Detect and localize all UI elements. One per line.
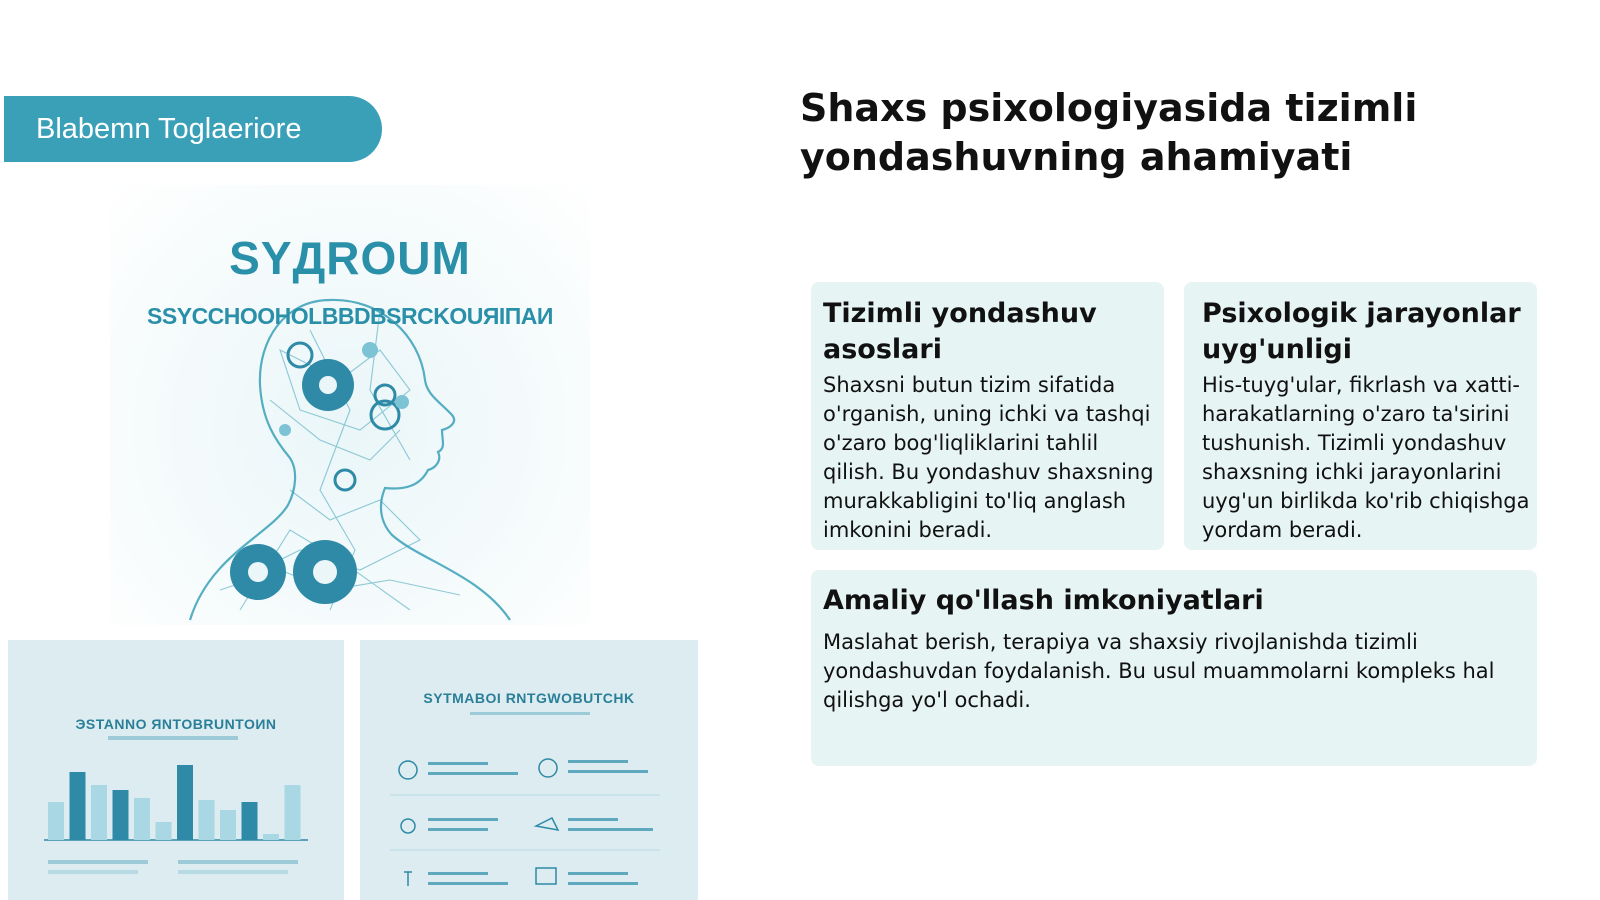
illustration xyxy=(0,0,710,900)
panel-bar xyxy=(199,800,215,840)
panel-bar xyxy=(285,785,301,840)
card-text: Shaxsni butun tizim sifatida o'rganish, uning ichki va tashqi o'zaro bog'liqliklarini tahlil qilish. Bu yondashuv shaxsning murakkabligini to'liq anglash imkonini beradi. xyxy=(823,373,1154,542)
head-network-icon xyxy=(180,290,520,625)
panel-left-title: ЭSTANNO ЯNTOBRUNTOИN xyxy=(75,716,277,732)
panel-bar xyxy=(113,790,129,840)
chart-panel-left xyxy=(8,640,344,900)
panel-bar-chart xyxy=(8,640,344,900)
list-item-icon xyxy=(404,872,412,886)
panel-bar xyxy=(70,772,86,840)
panel-bar xyxy=(242,802,258,840)
list-item-icon xyxy=(399,761,417,779)
panel-left-text-line xyxy=(48,860,148,864)
card-text: Maslahat berish, terapiya va shaxsiy rivojlanishda tizimli yondashuvdan foydalanish. Bu usul muammolarni kompleks hal qilishga yo'l ochadi. xyxy=(823,630,1495,712)
panel-bar xyxy=(91,785,107,840)
diagram-panel-right xyxy=(360,640,698,900)
card-text: His-tuyg'ular, fikrlash va xatti-harakatlarning o'zaro ta'sirini tushunish. Tizimli yondashuv shaxsning ichki jarayonlarini uyg'un birlikda ko'rib chiqishga yordam beradi. xyxy=(1202,373,1530,542)
panel-bar xyxy=(134,798,150,840)
list-item-icon xyxy=(401,819,415,833)
panel-left-text-line xyxy=(178,870,288,874)
panel-right-title: SYTMABOI RNTGWOBUTCHK xyxy=(423,690,635,706)
panel-bar xyxy=(177,765,193,840)
poster xyxy=(110,185,590,625)
panel-list-diagram xyxy=(360,640,698,900)
panel-bar xyxy=(220,810,236,840)
panel-bar xyxy=(263,834,279,840)
slide-title: Shaxs psixologiyasida tizimli yondashuvning ahamiyati xyxy=(800,86,1418,179)
poster-subtitle: SSYCCHOOHOLBBDBSRCKOUЯIПAИ xyxy=(147,303,553,329)
card-title: Amaliy qo'llash imkoniyatlari xyxy=(823,585,1264,616)
illustration-pill-label: Blabemn Toglaeriore xyxy=(4,96,382,162)
panel-left-text-line xyxy=(178,860,298,864)
panel-bar xyxy=(48,802,64,840)
list-item-icon xyxy=(536,818,558,830)
panel-left-caption-line xyxy=(108,736,238,740)
card-title: Tizimli yondashuv asoslari xyxy=(823,298,1097,365)
poster-title: SYДROUM xyxy=(229,232,471,284)
list-item-icon xyxy=(539,759,557,777)
card-title: Psixologik jarayonlar uyg'unligi xyxy=(1202,298,1521,365)
panel-bar xyxy=(156,822,172,840)
list-item-icon xyxy=(536,868,556,884)
panel-left-text-line xyxy=(48,870,138,874)
